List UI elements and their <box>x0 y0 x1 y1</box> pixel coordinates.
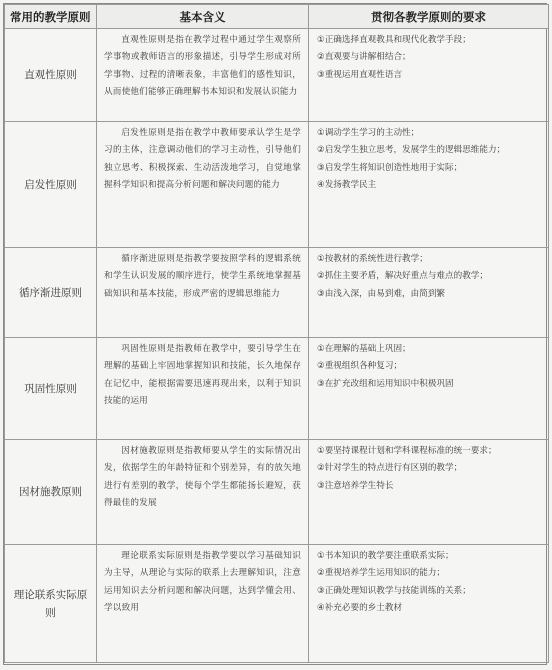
principle-meaning <box>97 122 309 248</box>
principle-requirements <box>309 248 549 338</box>
requirement-item: ③由浅入深，由易到难，由简到繁 <box>317 288 446 299</box>
requirement-item: ②重视培养学生运用知识的能力； <box>317 568 446 579</box>
column-header-requirements: 贯彻各教学原则的要求 <box>309 5 549 29</box>
principle-requirements <box>309 338 549 440</box>
table-row <box>5 29 549 122</box>
table-row <box>5 122 549 248</box>
requirement-item: ③在扩充改组和运用知识中积极巩固 <box>317 378 454 389</box>
teaching-principles-table <box>4 4 549 663</box>
requirement-item: ③注意培养学生特长 <box>317 480 394 491</box>
principle-name: 因材施教原则 <box>5 440 97 545</box>
requirement-item: ①按教材的系统性进行教学； <box>317 254 428 264</box>
requirement-item: ①在理解的基础上巩固； <box>317 344 411 354</box>
principle-requirements <box>309 122 549 248</box>
principle-meaning-text: 直观性原则是指在教学过程中通过学生观察所学事物或教师语言的形象描述，引导学生形成对所学事物、过程的清晰表象，丰富他们的感性知识，从而使他们能够正确理解书本知识和发展认识能力 <box>104 35 301 98</box>
requirement-item: ③启发学生将知识创造性地用于实际； <box>317 162 463 173</box>
principle-name: 理论联系实际原则 <box>5 545 97 663</box>
principle-meaning-text: 循序渐进原则是指教学要按照学科的逻辑系统和学生认识发展的顺序进行，使学生系统地掌握基础知识和基本技能，形成严密的逻辑思维能力 <box>104 254 301 299</box>
requirement-item: ①正确选择直观教具和现代化教学手段； <box>317 35 471 45</box>
table-row <box>5 338 549 440</box>
requirement-item: ②重视组织各种复习； <box>317 361 403 372</box>
principle-name: 启发性原则 <box>5 122 97 248</box>
principle-meaning-text: 启发性原则是指在教学中教师要承认学生是学习的主体，注意调动他们的学习主动性，引导他们独立思考、积极探索、生动活泼地学习，自觉地掌握科学知识和提高分析问题和解决问题的能力 <box>104 128 301 191</box>
principle-name: 循序渐进原则 <box>5 248 97 338</box>
requirement-item: ①调动学生学习的主动性； <box>317 128 420 138</box>
principle-name: 直观性原则 <box>5 29 97 122</box>
principle-name: 巩固性原则 <box>5 338 97 440</box>
table-row <box>5 545 549 663</box>
requirement-item: ①要坚持课程计划和学科课程标准的统一要求； <box>317 446 497 456</box>
principle-requirements <box>309 440 549 545</box>
requirement-item: ④发扬教学民主 <box>317 180 377 191</box>
principles-table-sheet <box>3 3 547 665</box>
requirement-item: ②抓住主要矛盾，解决好重点与难点的教学； <box>317 271 488 282</box>
column-header-meaning: 基本含义 <box>97 5 309 29</box>
requirement-item: ③重视运用直观性语言 <box>317 69 403 80</box>
requirement-item: ④补充必要的乡土教材 <box>317 603 403 614</box>
principle-meaning-text: 巩固性原则是指教师在教学中，要引导学生在理解的基础上牢固地掌握知识和技能，长久地保存在记忆中，能根据需要迅速再现出来，以利于知识技能的运用 <box>104 344 301 407</box>
table-row <box>5 248 549 338</box>
principle-requirements <box>309 29 549 122</box>
column-header-principle: 常用的教学原则 <box>5 5 97 29</box>
requirement-item: ②直观要与讲解相结合； <box>317 52 411 63</box>
principle-meaning-text: 因材施教原则是指教师要从学生的实际情况出发，依据学生的年龄特征和个别差异，有的放矢地进行有差别的教学，使每个学生都能扬长避短，获得最佳的发展 <box>104 446 301 509</box>
principle-meaning <box>97 545 309 663</box>
table-row <box>5 440 549 545</box>
principle-meaning <box>97 338 309 440</box>
principle-meaning <box>97 29 309 122</box>
requirement-item: ②启发学生独立思考，发展学生的逻辑思维能力； <box>317 145 506 156</box>
table-header-row <box>5 5 549 29</box>
requirement-item: ③正确处理知识教学与技能训练的关系； <box>317 585 471 596</box>
principle-meaning-text: 理论联系实际原则是指教学要以学习基础知识为主导，从理论与实际的联系上去理解知识，注意运用知识去分析问题和解决问题，达到学懂会用、学以致用 <box>104 551 301 614</box>
principle-requirements <box>309 545 549 663</box>
requirement-item: ②针对学生的特点进行有区别的教学； <box>317 463 463 474</box>
principle-meaning <box>97 440 309 545</box>
requirement-item: ①书本知识的教学要注重联系实际； <box>317 551 454 561</box>
principle-meaning <box>97 248 309 338</box>
